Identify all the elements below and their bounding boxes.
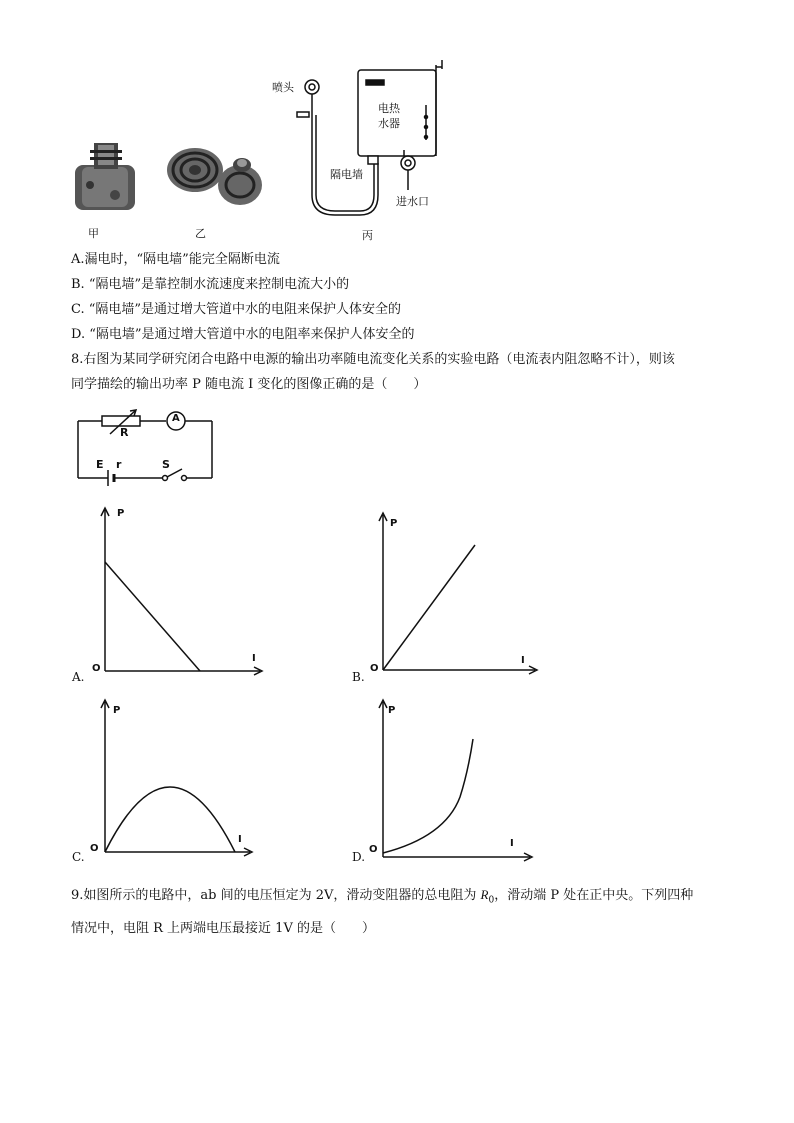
graph-a-x-label: I <box>252 653 256 664</box>
circuit-label-small-r: r <box>116 458 122 471</box>
top-figure <box>60 55 460 245</box>
graph-b-curve <box>383 545 475 670</box>
graph-a-y-label: P <box>117 508 125 519</box>
graph-c-curve <box>105 787 235 852</box>
circuit-label-a: A <box>172 413 180 424</box>
graph-d <box>350 697 550 867</box>
graph-b-svg <box>350 510 550 685</box>
graph-d-y-label: P <box>388 705 396 716</box>
label-inlet: 进水口 <box>396 195 429 208</box>
label-heater-1: 电热 <box>378 102 400 115</box>
graph-b-letter: B. <box>352 670 365 684</box>
label-jia: 甲 <box>88 227 99 240</box>
graph-d-x-label: I <box>510 838 514 849</box>
graph-b <box>350 510 550 685</box>
q7-option-a: A.漏电时，“隔电墙”能完全隔断电流 <box>71 252 280 267</box>
graph-d-curve <box>383 739 473 853</box>
label-heater-2: 水器 <box>378 117 400 130</box>
graph-a <box>70 505 270 685</box>
q9-line-2: 情况中，电阻 R 上两端电压最接近 1V 的是（ ） <box>71 921 375 936</box>
q9-line-1-a: 9.如图所示的电路中，ab 间的电压恒定为 2V，滑动变阻器的总电阻为 <box>71 888 481 903</box>
label-wall: 隔电墙 <box>330 168 363 181</box>
graph-c-letter: C. <box>72 850 85 864</box>
label-nozzle: 喷头 <box>272 81 294 94</box>
graph-a-letter: A. <box>72 670 85 684</box>
circuit-label-s: S <box>162 458 170 471</box>
q7-option-b: B. “隔电墙”是靠控制水流速度来控制电流大小的 <box>71 277 350 292</box>
graph-d-origin: O <box>369 844 378 855</box>
circuit-label-e: E <box>96 458 104 471</box>
q8-circuit <box>70 408 220 488</box>
graph-b-origin: O <box>370 663 379 674</box>
graph-c-x-label: I <box>238 834 242 845</box>
q9-line-1 <box>71 886 693 910</box>
jia-device <box>75 143 135 210</box>
graph-a-curve <box>105 562 200 671</box>
graph-a-svg <box>70 505 270 685</box>
top-figure-svg <box>60 55 460 245</box>
q9-line-1-b: ，滑动端 P 处在正中央。下列四种 <box>494 888 694 903</box>
q7-option-d: D. “隔电墙”是通过增大管道中水的电阻率来保护人体安全的 <box>71 327 415 342</box>
graph-c-origin: O <box>90 843 99 854</box>
graph-d-letter: D. <box>352 850 366 864</box>
graph-c-y-label: P <box>113 705 121 716</box>
q8-line-2: 同学描绘的输出功率 P 随电流 I 变化的图像正确的是（ ） <box>71 377 427 392</box>
q8-circuit-svg <box>70 408 220 488</box>
q7-option-c: C. “隔电墙”是通过增大管道中水的电阻来保护人体安全的 <box>71 302 402 317</box>
q9-r0-symbol: R <box>480 887 489 902</box>
graph-b-x-label: I <box>521 655 525 666</box>
graph-d-svg <box>350 697 550 867</box>
graph-a-origin: O <box>92 663 101 674</box>
label-bing: 丙 <box>362 229 373 242</box>
yi-device <box>167 148 262 205</box>
graph-b-y-label: P <box>390 518 398 529</box>
label-yi: 乙 <box>195 227 206 240</box>
bing-diagram <box>297 60 442 215</box>
q8-line-1: 8.右图为某同学研究闭合电路中电源的输出功率随电流变化关系的实验电路（电流表内阻忽略不计），则该 <box>71 352 675 367</box>
q9-r0-subscript: 0 <box>488 895 495 906</box>
circuit-label-r: R <box>120 426 129 439</box>
graph-c <box>70 697 270 867</box>
